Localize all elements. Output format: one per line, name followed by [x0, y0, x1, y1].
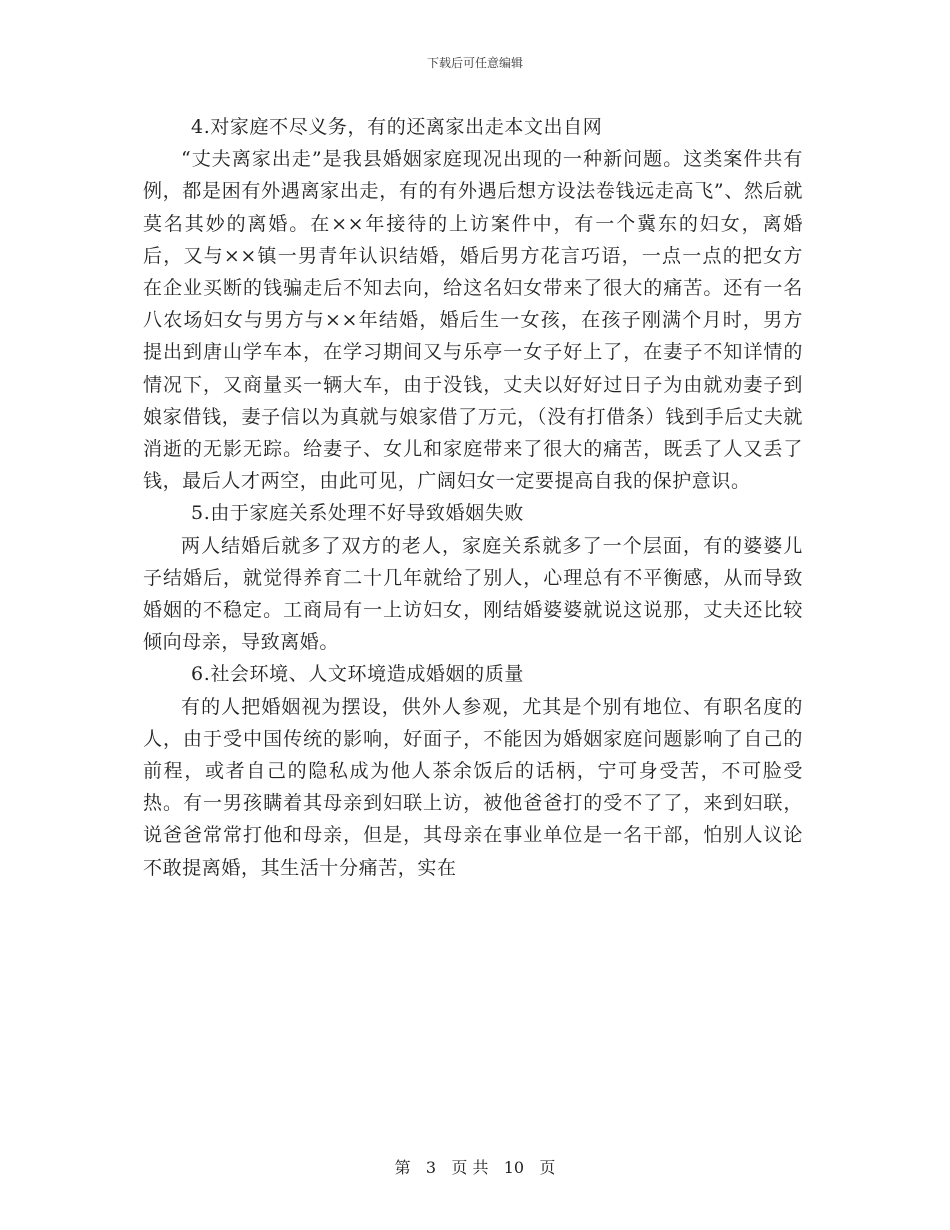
footer-current-page: 3	[425, 1158, 437, 1177]
page-header-note: 下载后可任意编辑	[426, 56, 523, 70]
section-6-paragraph: 有的人把婚姻视为摆设，供外人参观，尤其是个别有地位、有职名度的人，由于受中国传统的影响，好面子，不能因为婚姻家庭问题影响了自己的前程，或者自己的隐私成为他人茶余饭后的话柄，宁可身受苦，不可脸受热。有一男孩瞒着其母亲到妇联上访，被他爸爸打的受不了了，来到妇联，说爸爸常常打他和母亲，但是，其母亲在事业单位是一名干部，怕别人议论不敢提离婚，其生活十分痛苦，实在	[143, 695, 803, 879]
section-4-paragraph: “丈夫离家出走”是我县婚姻家庭现况出现的一种新问题。这类案件共有例，都是困有外遇离家出走，有的有外遇后想方设法卷钱远走高飞”、然后就莫名其妙的离婚。在××年接待的上访案件中，有一个冀东的妇女，离婚后，又与××镇一男青年认识结婚，婚后男方花言巧语，一点一点的把女方在企业买断的钱骗走后不知去向，给这名妇女带来了很大的痛苦。还有一名八农场妇女与男方与××年结婚，婚后生一女孩，在孩子刚满个月时，男方提出到唐山学车本，在学习期间又与乐亭一女子好上了，在妻子不知详情的情况下，又商量买一辆大车，由于没钱，丈夫以好好过日子为由就劝妻子到娘家借钱，妻子信以为真就与娘家借了万元，（没有打借条）钱到手后丈夫就消逝的无影无踪。给妻子、女儿和家庭带来了很大的痛苦，既丢了人又丢了钱，最后人才两空，由此可见，广阔妇女一定要提高自我的保护意识。	[143, 148, 803, 493]
footer-suffix: 页	[539, 1158, 556, 1177]
section-heading-4: 4.对家庭不尽义务，有的还离家出走本文出自网	[191, 116, 603, 138]
section-heading-6: 6.社会环境、人文环境造成婚姻的质量	[191, 663, 524, 686]
section-5-paragraph: 两人结婚后就多了双方的老人，家庭关系就多了一个层面，有的婆婆儿子结婚后，就觉得养育二十几年就给了别人，心理总有不平衡感，从而导致婚姻的不稳定。工商局有一上访妇女，刚结婚婆婆就说这说那，丈夫还比较倾向母亲，导致离婚。	[143, 534, 803, 654]
footer-prefix: 第	[394, 1158, 411, 1177]
footer-total-pages: 10	[503, 1158, 525, 1177]
page-number-footer	[0, 1155, 950, 1178]
document-body	[143, 111, 803, 884]
footer-middle: 页 共	[451, 1158, 489, 1177]
section-heading-5: 5.由于家庭关系处理不好导致婚姻失败	[191, 502, 524, 525]
